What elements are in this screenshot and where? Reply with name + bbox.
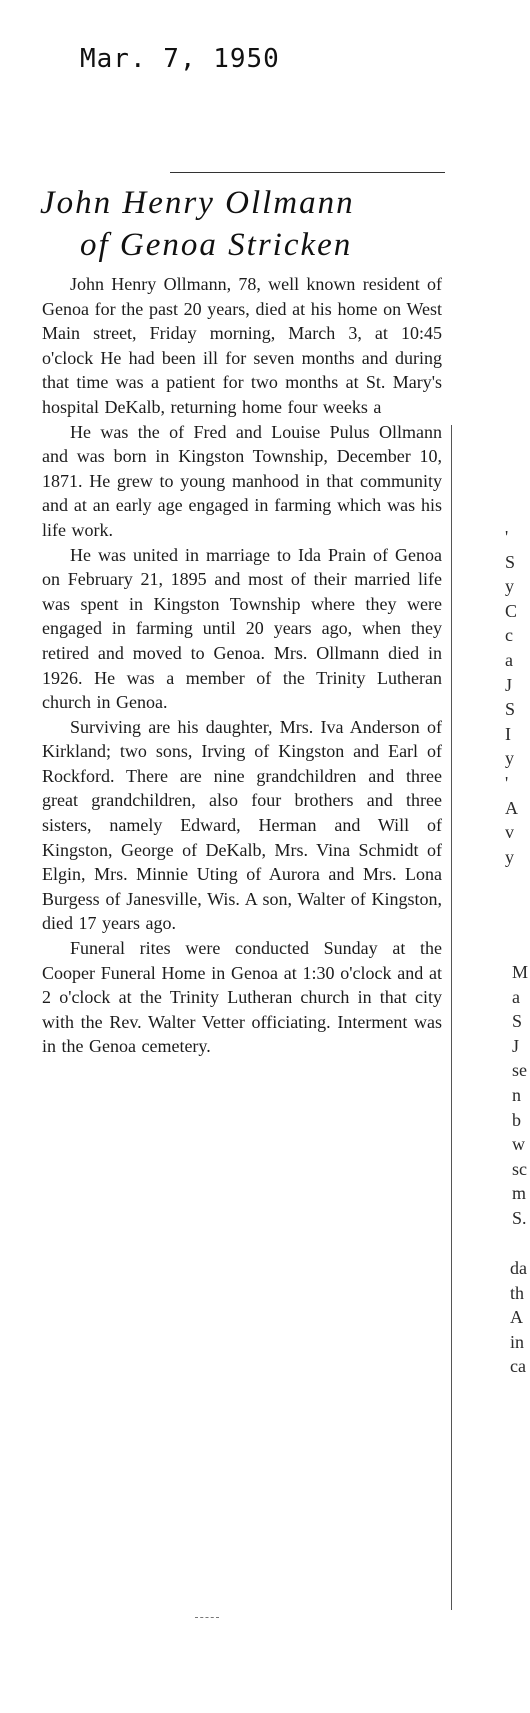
fragment: y — [505, 748, 514, 769]
fragment: J — [512, 1035, 520, 1056]
headline-rule — [170, 172, 445, 173]
article-headline — [40, 182, 480, 266]
fragment: sc — [512, 1158, 527, 1179]
paragraph-biography: He was the of Fred and Louise Pulus Ollmann and was born in Kingston Township, December 10, 1871. He grew to young manhood in that community and at an early age engaged in farming which was his life work. — [42, 421, 442, 540]
fragment: b — [512, 1109, 521, 1130]
adjacent-column-fragments-3 — [510, 1256, 530, 1379]
fragment: c — [505, 625, 513, 646]
fragment: S — [512, 1011, 523, 1032]
fragment: S — [505, 551, 516, 572]
fragment: se — [512, 1060, 527, 1081]
fragment: a — [505, 649, 513, 670]
headline-line-2: of Genoa Stricken — [80, 227, 353, 263]
article-body — [42, 272, 442, 1059]
headline-line-1: John Henry Ollmann — [40, 185, 355, 221]
clipping-date: Mar. 7, 1950 — [80, 44, 280, 74]
fragment: ' — [505, 772, 509, 793]
fragment: n — [512, 1084, 521, 1105]
fragment: A — [510, 1307, 523, 1328]
paragraph-marriage: He was united in marriage to Ida Prain of Genoa on February 21, 1895 and most of their married life was spent in Kingston Township where they were engaged in farming until 20 years ago, when they retired and moved to Genoa. Mrs. Ollmann died in 1926. He was a member of the Trinity Lutheran church in Genoa. — [42, 544, 442, 713]
fragment: da — [510, 1258, 527, 1278]
fragment: v — [505, 822, 514, 843]
fragment: y — [505, 846, 514, 867]
adjacent-column-fragments-2 — [512, 960, 530, 1231]
fragment: m — [512, 1183, 527, 1204]
column-divider — [451, 425, 452, 1610]
fragment: S — [505, 699, 516, 720]
fragment: ca — [510, 1356, 526, 1377]
paragraph-survivors: Surviving are his daughter, Mrs. Iva Anderson of Kirkland; two sons, Irving of Kingston and Earl of Rockford. There are nine grandchildren and three great grandchildren, also four brothers and three sisters, namely Edward, Herman and Will of Kingston, George of DeKalb, Mrs. Vina Schmidt of Elgin, Mrs. Minnie Uting of Aurora and Mrs. Lona Burgess of Janesville, Wis. A son, Walter of Kingston, died 17 years ago. — [42, 716, 442, 934]
fragment: J — [505, 674, 513, 695]
paragraph-funeral: Funeral rites were conducted Sunday at the Cooper Funeral Home in Genoa at 1:30 o'clock and at 2 o'clock at the Trinity Lutheran church in that city with the Rev. Walter Vetter officiating. Interment was in the Genoa cemetery. — [42, 938, 442, 1057]
end-rule — [195, 1617, 219, 1618]
fragment: M — [512, 962, 529, 982]
fragment: y — [505, 576, 514, 597]
fragment: th — [510, 1282, 525, 1303]
fragment: w — [512, 1134, 525, 1155]
fragment: S. — [512, 1207, 527, 1228]
fragment: C — [505, 600, 518, 621]
fragment: I — [505, 723, 511, 744]
paragraph-death-notice: John Henry Ollmann, 78, well known resident of Genoa for the past 20 years, died at his home on West Main street, Friday morning, March 3, at 10:45 o'clock He had been ill for seven months and during that time was a patient for two months at St. Mary's hospital DeKalb, returning home four weeks a — [42, 274, 442, 417]
fragment: a — [512, 986, 520, 1007]
fragment: in — [510, 1331, 525, 1352]
fragment: ' — [505, 527, 509, 547]
fragment: A — [505, 797, 518, 818]
adjacent-column-fragments-1 — [505, 525, 530, 869]
